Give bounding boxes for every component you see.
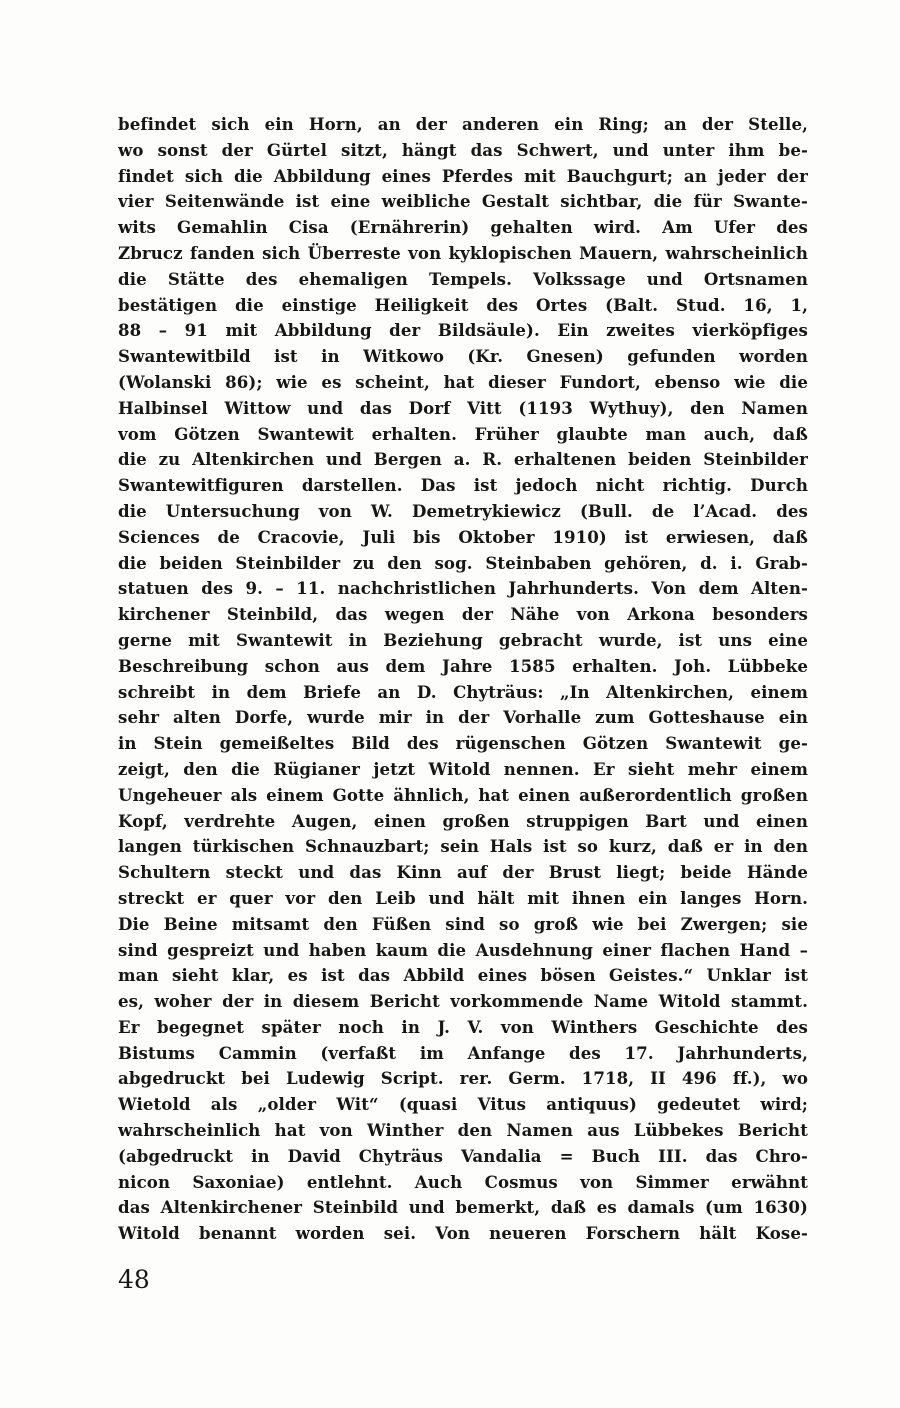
text-line: Swantewitbild ist in Witkowo (Kr. Gnesen) gefunden worden [118, 346, 808, 367]
text-line: abgedruckt bei Ludewig Script. rer. Germ. 1718, II 496 ff.), wo [118, 1068, 808, 1089]
text-line: Wietold als „older Wit“ (quasi Vitus antiquus) gedeutet wird; [118, 1094, 808, 1115]
text-line: die beiden Steinbilder zu den sog. Steinbaben gehören, d. i. Grab- [118, 552, 808, 573]
text-line: wits Gemahlin Cisa (Ernährerin) gehalten wird. Am Ufer des [118, 217, 808, 238]
text-line: schreibt in dem Briefe an D. Chyträus: „In Altenkirchen, einem [118, 681, 808, 702]
text-line: 88 – 91 mit Abbildung der Bildsäule). Ein zweites vierköpfiges [118, 320, 808, 341]
text-line: vom Götzen Swantewit erhalten. Früher glaubte man auch, daß [118, 423, 808, 444]
body-text [118, 112, 808, 1247]
text-line: Beschreibung schon aus dem Jahre 1585 erhalten. Joh. Lübbeke [118, 655, 808, 676]
text-line: Ungeheuer als einem Gotte ähnlich, hat einen außerordentlich großen [118, 784, 808, 805]
text-line: sind gespreizt und haben kaum die Ausdehnung einer flachen Hand – [118, 939, 808, 960]
text-line: streckt er quer vor den Leib und hält mit ihnen ein langes Horn. [118, 887, 808, 908]
text-line: Schultern steckt und das Kinn auf der Brust liegt; beide Hände [118, 862, 808, 883]
text-line: die Untersuchung von W. Demetrykiewicz (Bull. de l’Acad. des [118, 500, 808, 521]
text-line: Halbinsel Wittow und das Dorf Vitt (1193 Wythuy), den Namen [118, 397, 808, 418]
text-line: zeigt, den die Rügianer jetzt Witold nennen. Er sieht mehr einem [118, 758, 808, 779]
text-line: sehr alten Dorfe, wurde mir in der Vorhalle zum Gotteshause ein [118, 707, 808, 728]
text-line: vier Seitenwände ist eine weibliche Gestalt sichtbar, die für Swante- [118, 191, 808, 212]
text-line: Swantewitfiguren darstellen. Das ist jedoch nicht richtig. Durch [118, 475, 808, 496]
text-line: es, woher der in diesem Bericht vorkommende Name Witold stammt. [118, 991, 808, 1012]
text-line: das Altenkirchener Steinbild und bemerkt, daß es damals (um 1630) [118, 1197, 808, 1218]
text-line: langen türkischen Schnauzbart; sein Hals ist so kurz, daß er in den [118, 836, 808, 857]
text-line: (abgedruckt in David Chyträus Vandalia = Buch III. das Chro- [118, 1145, 808, 1166]
text-line: in Stein gemeißeltes Bild des rügenschen Götzen Swantewit ge- [118, 733, 808, 754]
text-line: die Stätte des ehemaligen Tempels. Volkssage und Ortsnamen [118, 268, 808, 289]
text-line: befindet sich ein Horn, an der anderen ein Ring; an der Stelle, [118, 114, 808, 134]
text-line: Sciences de Cracovie, Juli bis Oktober 1910) ist erwiesen, daß [118, 526, 808, 547]
text-line: wo sonst der Gürtel sitzt, hängt das Schwert, und unter ihm be- [118, 139, 808, 160]
text-line: gerne mit Swantewit in Beziehung gebracht wurde, ist uns eine [118, 629, 808, 650]
text-line: man sieht klar, es ist das Abbild eines bösen Geistes.“ Unklar ist [118, 965, 808, 986]
text-line: kirchener Steinbild, das wegen der Nähe von Arkona besonders [118, 604, 808, 625]
text-line: die zu Altenkirchen und Bergen a. R. erhaltenen beiden Steinbilder [118, 449, 808, 470]
page-number: 48 [118, 1265, 150, 1294]
text-line: Bistums Cammin (verfaßt im Anfange des 17. Jahrhunderts, [118, 1042, 808, 1063]
text-line: wahrscheinlich hat von Winther den Namen aus Lübbekes Bericht [118, 1120, 808, 1141]
text-line: Die Beine mitsamt den Füßen sind so groß wie bei Zwergen; sie [118, 913, 808, 934]
text-line: Er begegnet später noch in J. V. von Winthers Geschichte des [118, 1016, 808, 1037]
text-line: Zbrucz fanden sich Überreste von kyklopischen Mauern, wahrscheinlich [118, 242, 808, 263]
text-line: nicon Saxoniae) entlehnt. Auch Cosmus von Simmer erwähnt [118, 1171, 808, 1192]
text-line: Kopf, verdrehte Augen, einen großen struppigen Bart und einen [118, 810, 808, 831]
text-line: findet sich die Abbildung eines Pferdes mit Bauchgurt; an jeder der [118, 165, 808, 186]
text-line: bestätigen die einstige Heiligkeit des Ortes (Balt. Stud. 16, 1, [118, 294, 808, 315]
text-line: Witold benannt worden sei. Von neueren Forschern hält Kose- [118, 1223, 808, 1244]
text-line: (Wolanski 86); wie es scheint, hat dieser Fundort, ebenso wie die [118, 371, 808, 392]
text-line: statuen des 9. – 11. nachchristlichen Jahrhunderts. Von dem Alten- [118, 578, 808, 599]
